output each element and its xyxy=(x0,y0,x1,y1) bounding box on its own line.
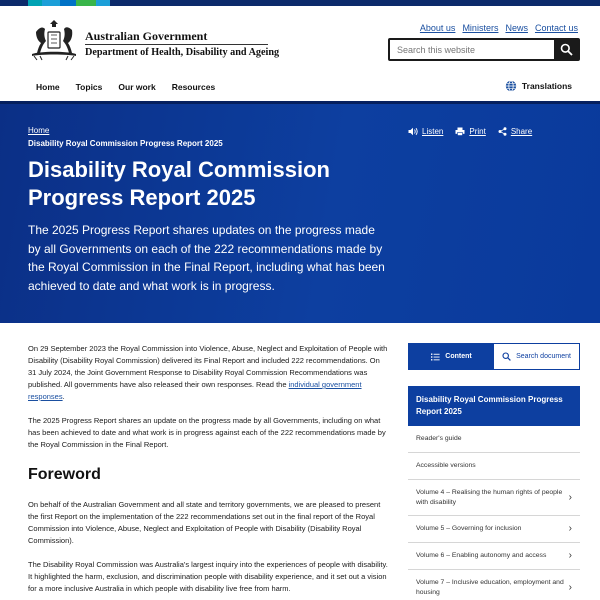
search-icon xyxy=(502,352,511,361)
chevron-right-icon: › xyxy=(568,550,572,562)
search-button[interactable] xyxy=(554,40,578,59)
page-hero xyxy=(0,101,600,323)
print-button[interactable] xyxy=(455,127,485,136)
site-header xyxy=(0,6,600,72)
translations-button[interactable] xyxy=(505,80,572,92)
toc-item-label: Volume 7 – Inclusive education, employment and housing xyxy=(416,579,564,596)
tab-search-document[interactable] xyxy=(494,344,579,369)
tab-content-label: Content xyxy=(445,353,472,360)
chevron-right-icon: › xyxy=(568,523,572,535)
progress-paragraph: The 2025 Progress Report shares an update on the progress made by all Governments, including on what has been achieved to date and what work is in progress against each of the 222 recommendations made by the Royal Commission in the Final Report. xyxy=(28,416,386,449)
toc-item-volume-6[interactable] xyxy=(408,543,580,570)
department-name: Department of Health, Disability and Ageing xyxy=(85,47,280,58)
intro-end: . xyxy=(62,392,65,401)
logo-divider xyxy=(85,44,268,45)
toc-current-page[interactable]: Disability Royal Commission Progress Report 2025 xyxy=(408,386,580,426)
coat-of-arms-icon[interactable] xyxy=(28,18,80,62)
about-us-link[interactable]: About us xyxy=(419,23,456,33)
toc-item-volume-4[interactable] xyxy=(408,480,580,516)
nav-our-work[interactable]: Our work xyxy=(118,82,156,92)
news-link[interactable]: News xyxy=(505,23,528,33)
site-search xyxy=(388,38,580,61)
toc-item-label: Volume 6 – Enabling autonomy and access xyxy=(416,552,547,560)
page-actions xyxy=(408,127,532,136)
individual-responses-link[interactable]: individual government responses xyxy=(28,380,362,401)
foreword-paragraph-1: On behalf of the Australian Government and all state and territory governments, we are pleased to present the first Report on the implementation of the 222 recommendations set out in the final report of the Royal Commission into Violence, Abuse, Neglect and Exploitation of People with Disability (Disability Royal Commission). xyxy=(28,500,381,545)
government-name: Australian Government xyxy=(85,29,208,43)
nav-resources[interactable]: Resources xyxy=(171,82,216,92)
listen-button[interactable] xyxy=(408,127,443,136)
foreword-paragraph-2: The Disability Royal Commission was Australia's largest inquiry into the experiences of people with disability. It highlighted the harm, exclusion, and discrimination people with disability experience, and it set out a vision for a more inclusive Australia in which people with disability live free from harm. xyxy=(28,560,388,593)
contact-us-link[interactable]: Contact us xyxy=(534,23,578,33)
page-title: Disability Royal Commission Progress Report 2025 xyxy=(28,157,330,210)
nav-topics[interactable]: Topics xyxy=(75,82,103,92)
tab-content[interactable] xyxy=(409,344,494,369)
foreword-heading: Foreword xyxy=(28,466,101,483)
utility-links xyxy=(420,23,578,33)
intro-paragraph xyxy=(28,343,390,403)
toc-item-label: Reader's guide xyxy=(416,435,462,443)
main-content xyxy=(28,343,390,600)
tab-search-label: Search document xyxy=(516,353,571,360)
chevron-right-icon: › xyxy=(568,491,572,503)
globe-icon xyxy=(505,80,517,92)
breadcrumb-current: Disability Royal Commission Progress Report 2025 xyxy=(28,139,223,148)
nav-home[interactable]: Home xyxy=(36,82,60,92)
ministers-link[interactable]: Ministers xyxy=(462,23,499,33)
translations-label: Translations xyxy=(521,81,572,91)
speaker-icon xyxy=(408,127,418,136)
toc-item-readers-guide[interactable] xyxy=(408,426,580,453)
list-icon xyxy=(431,353,440,361)
share-button[interactable] xyxy=(498,127,532,136)
search-icon xyxy=(560,43,573,56)
toc-item-label: Accessible versions xyxy=(416,462,476,470)
share-label: Share xyxy=(510,127,533,136)
table-of-contents xyxy=(408,386,580,600)
toc-item-label: Volume 4 – Realising the human rights of people with disability xyxy=(416,489,563,506)
share-icon xyxy=(498,127,507,136)
printer-icon xyxy=(455,127,465,136)
breadcrumb-home[interactable]: Home xyxy=(28,126,50,135)
toc-item-volume-7[interactable] xyxy=(408,570,580,600)
intro-text: On 29 September 2023 the Royal Commission into Violence, Abuse, Neglect and Exploitation of People with Disability (Disability Royal Commission) delivered its Final Report and included 222 recommendations. On 31 July 2024, the Joint Government Response to Disability Royal Commission Recommendations was published. All governments have also released their own responses. Read the xyxy=(28,344,388,389)
main-nav xyxy=(0,72,600,101)
search-input[interactable] xyxy=(390,40,554,59)
chevron-right-icon: › xyxy=(568,581,572,593)
page-summary: The 2025 Progress Report shares updates on the progress made by all Governments on each of the 222 recommendations made by the Royal Commission in the Final Report, including what has been achieved to date and what work is in progress. xyxy=(28,223,385,293)
document-tabs xyxy=(408,343,580,370)
toc-item-volume-5[interactable] xyxy=(408,516,580,543)
toc-item-label: Volume 5 – Governing for inclusion xyxy=(416,525,522,533)
print-label: Print xyxy=(469,127,486,136)
listen-label: Listen xyxy=(422,127,444,136)
toc-item-accessible-versions[interactable] xyxy=(408,453,580,480)
